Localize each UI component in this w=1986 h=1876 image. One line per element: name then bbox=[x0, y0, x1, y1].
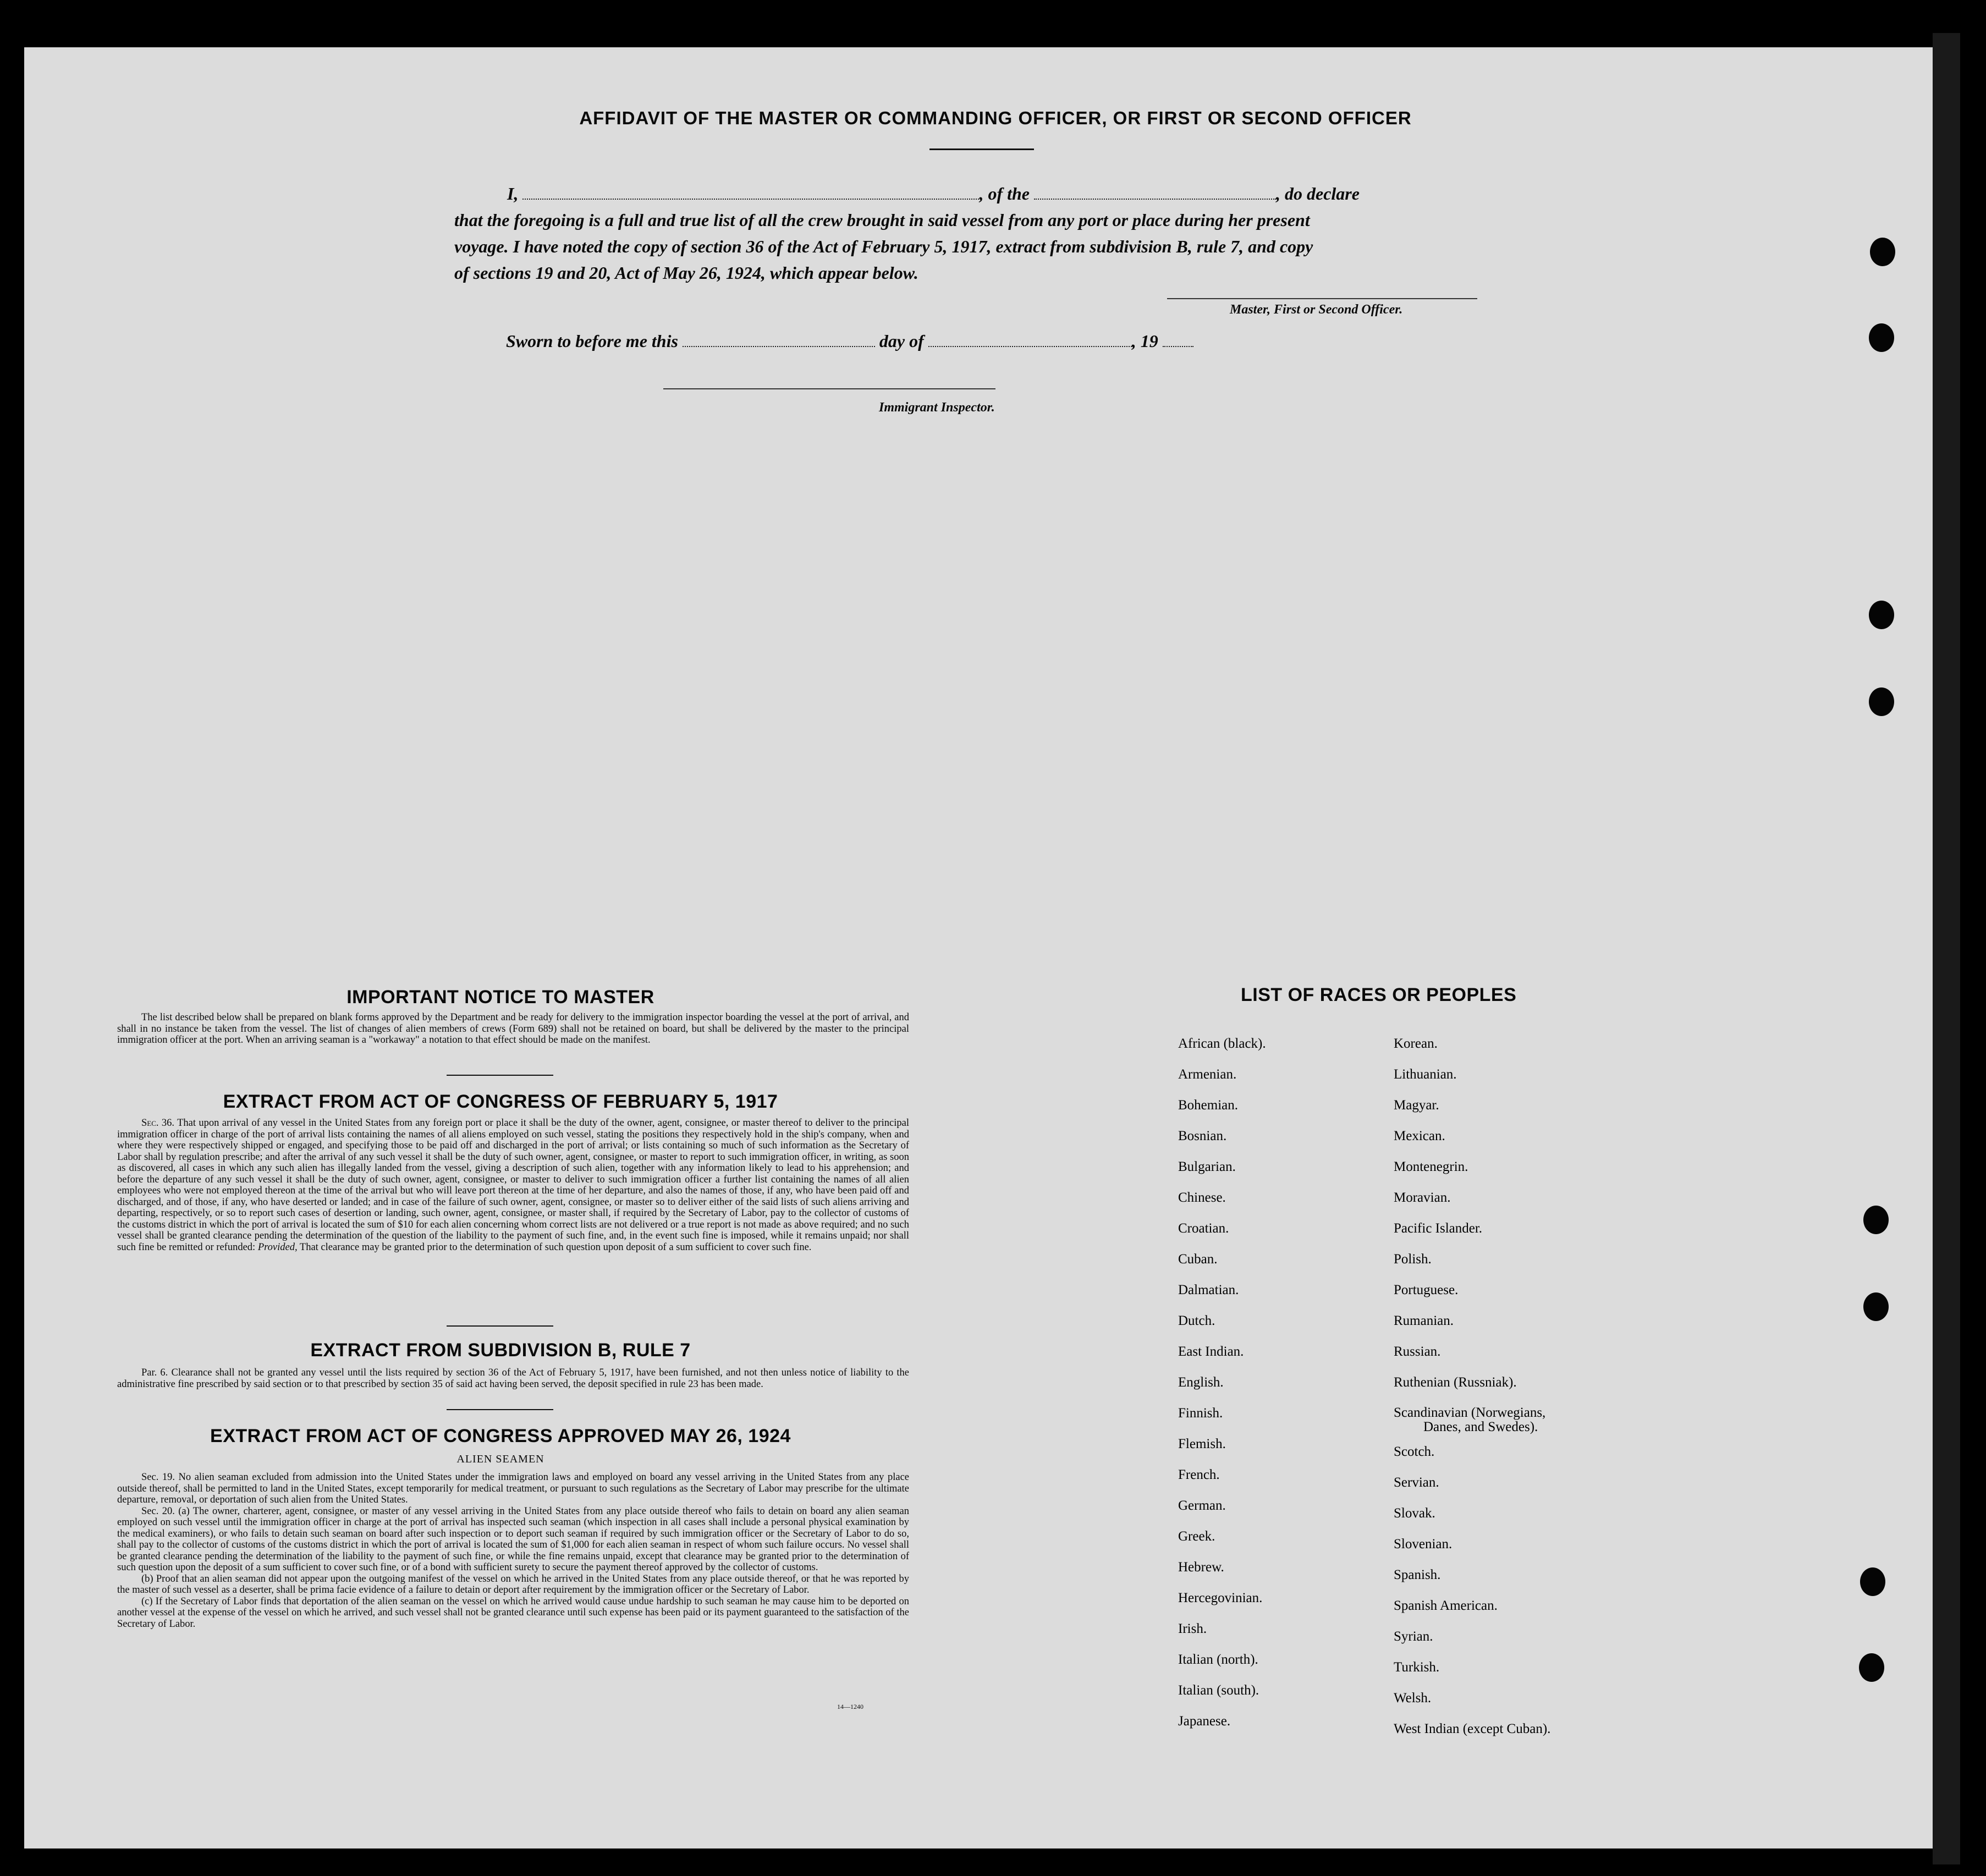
alien-seamen-subtitle: ALIEN SEAMEN bbox=[456, 1453, 544, 1465]
races-title: LIST OF RACES OR PEOPLES bbox=[1241, 984, 1517, 1005]
race-item-scandinavian bbox=[1394, 1398, 1550, 1437]
divider bbox=[447, 1409, 553, 1410]
race-item-line: Danes, and Swedes). bbox=[1423, 1420, 1538, 1434]
extract-1924-body bbox=[117, 1472, 909, 1630]
race-item: Korean. bbox=[1394, 1036, 1438, 1051]
binder-hole bbox=[1869, 687, 1894, 716]
races-column-2 bbox=[1394, 1028, 1550, 1745]
race-item: Slovak. bbox=[1394, 1506, 1435, 1521]
form-number: 14—1240 bbox=[837, 1703, 863, 1710]
sworn-text: Sworn to before me this bbox=[506, 331, 678, 351]
race-item: Dutch. bbox=[1178, 1313, 1215, 1328]
race-item: Moravian. bbox=[1394, 1190, 1451, 1205]
declaration-i: I, bbox=[507, 184, 519, 203]
race-item: Irish. bbox=[1178, 1621, 1207, 1636]
race-item: Hercegovinian. bbox=[1178, 1591, 1263, 1605]
notice-paragraph: The list described below shall be prepared on blank forms approved by the Department and be ready for delivery to the immigration inspector boarding the vessel at the port of arrival, and shall in no instance be taken from the vessel. The list of changes of alien members of crews (Form 689) shall not be retained on board, but shall be delivered by the master to the principal immigration officer at the port. When an arriving seaman is a "workaway" a notation to that effect should be made on the manifest. bbox=[117, 1012, 909, 1046]
race-item: Mexican. bbox=[1394, 1129, 1445, 1143]
binder-hole bbox=[1859, 1653, 1884, 1682]
rule-7-paragraph: Par. 6. Clearance shall not be granted any vessel until the lists required by section 36 of the Act of February 5, 1917, have been furnished, and not then unless notice of liability to the administrative fine prescribed by said section or to that prescribed by section 35 of said act having been served, the deposit specified in rule 23 has been made. bbox=[117, 1367, 909, 1390]
race-item: Greek. bbox=[1178, 1529, 1215, 1544]
section-36-label: Sec. 36. bbox=[141, 1118, 175, 1129]
race-item: Dalmatian. bbox=[1178, 1283, 1239, 1297]
provided-label: Provided, bbox=[257, 1241, 298, 1253]
race-item: Welsh. bbox=[1394, 1691, 1432, 1706]
binder-hole bbox=[1869, 601, 1894, 629]
race-item: Pacific Islander. bbox=[1394, 1221, 1483, 1236]
race-item: Bulgarian. bbox=[1178, 1159, 1236, 1174]
title-divider bbox=[929, 148, 1034, 150]
race-item: East Indian. bbox=[1178, 1344, 1244, 1359]
master-signature-line[interactable] bbox=[1167, 298, 1477, 299]
race-item: Slovenian. bbox=[1394, 1537, 1453, 1552]
binder-hole bbox=[1860, 1567, 1885, 1596]
race-item: Italian (north). bbox=[1178, 1652, 1258, 1667]
race-item: West Indian (except Cuban). bbox=[1394, 1721, 1551, 1736]
section-19-paragraph: Sec. 19. No alien seaman excluded from admission into the United States under the immigration laws and employed on board any vessel arriving in the United States from any place outside thereof, shall be permitted to land in the United States, except temporarily for medical treatment, or pursuant to such regulations as the Secretary of Labor may prescribe for the ultimate departure, removal, or deportation of such alien from the United States. bbox=[117, 1472, 909, 1505]
affidavit-title: AFFIDAVIT OF THE MASTER OR COMMANDING OFFICER, OR FIRST OR SECOND OFFICER bbox=[579, 108, 1412, 128]
race-item: Spanish American. bbox=[1394, 1598, 1498, 1613]
race-item: Hebrew. bbox=[1178, 1560, 1224, 1575]
sworn-day-of: day of bbox=[879, 331, 924, 351]
declaration-of-the: , of the bbox=[979, 184, 1030, 203]
sworn-year-prefix: , 19 bbox=[1131, 331, 1158, 351]
race-item: German. bbox=[1178, 1498, 1226, 1513]
declaration-line-3: voyage. I have noted the copy of section 36 of the Act of February 5, 1917, extract from subdivision B, rule 7, and copy bbox=[454, 236, 1313, 256]
inspector-signature-line[interactable] bbox=[663, 388, 995, 389]
race-item: Chinese. bbox=[1178, 1190, 1226, 1205]
race-item: Magyar. bbox=[1394, 1098, 1439, 1113]
sworn-day-blank[interactable] bbox=[683, 335, 875, 347]
divider bbox=[447, 1325, 553, 1327]
race-item: English. bbox=[1178, 1375, 1224, 1390]
race-item: African (black). bbox=[1178, 1036, 1266, 1051]
affidavit-declaration bbox=[454, 180, 1516, 286]
section-20a-paragraph: Sec. 20. (a) The owner, charterer, agent, consignee, or master of any vessel arriving in the United States from any place outside thereof who fails to detain on board any alien seaman employed on such vessel until the immigration officer in charge at the port of arrival has inspected such seaman (which inspection in all cases shall include a personal physical examination by the medical examiners), or who fails to detain such seaman on board after such inspection or to deport such seaman if required by such immigration officer or the Secretary of Labor to do so, shall pay to the collector of customs of the customs district in which the port of arrival is located the sum of $1,000 for each alien seaman in respect of whom such failure occurs. No vessel shall be granted clearance pending the determination of the liability to the payment of such fine, or while the fine remains unpaid, except that clearance may be granted prior to the determination of such question upon the deposit of a sum sufficient to cover such fine, or of a bond with sufficient surety to secure the payment thereof approved by the collector of customs. bbox=[117, 1505, 909, 1573]
race-item: Russian. bbox=[1394, 1344, 1441, 1359]
master-caption: Master, First or Second Officer. bbox=[1230, 302, 1403, 317]
race-item: Ruthenian (Russniak). bbox=[1394, 1375, 1517, 1390]
divider bbox=[447, 1075, 553, 1076]
race-item-line: Scandinavian (Norwegians, bbox=[1394, 1405, 1546, 1420]
notice-title: IMPORTANT NOTICE TO MASTER bbox=[346, 987, 654, 1008]
binder-hole bbox=[1863, 1292, 1889, 1321]
page-edge-shadow bbox=[1933, 33, 1960, 1864]
race-item: Cuban. bbox=[1178, 1252, 1218, 1267]
extract-1924-title: EXTRACT FROM ACT OF CONGRESS APPROVED MAY 26, 1924 bbox=[210, 1426, 791, 1446]
races-column-1 bbox=[1178, 1028, 1266, 1737]
race-item: Italian (south). bbox=[1178, 1683, 1259, 1698]
name-blank[interactable] bbox=[522, 188, 979, 200]
binder-hole bbox=[1870, 238, 1895, 266]
race-item: Flemish. bbox=[1178, 1437, 1226, 1451]
section-20b-paragraph: (b) Proof that an alien seaman did not appear upon the outgoing manifest of the vessel on which he arrived in the United States from any place outside thereof, or that he was reported by the master of such vessel as a deserter, shall be prima facie evidence of a failure to detain or deport after requirement by the immigration officer or the Secretary of Labor. bbox=[117, 1573, 909, 1596]
extract-1917-body bbox=[117, 1118, 909, 1253]
declaration-line-1 bbox=[454, 180, 1516, 207]
race-item: Polish. bbox=[1394, 1252, 1432, 1267]
race-item: Servian. bbox=[1394, 1475, 1439, 1490]
vessel-blank[interactable] bbox=[1034, 188, 1276, 200]
race-item: French. bbox=[1178, 1467, 1220, 1482]
declaration-line-2: that the foregoing is a full and true list of all the crew brought in said vessel from any port or place during her present bbox=[454, 210, 1310, 230]
sworn-month-blank[interactable] bbox=[928, 335, 1132, 347]
race-item: Finnish. bbox=[1178, 1406, 1223, 1421]
extract-1917-title: EXTRACT FROM ACT OF CONGRESS OF FEBRUARY 5, 1917 bbox=[223, 1091, 778, 1112]
race-item: Bohemian. bbox=[1178, 1098, 1239, 1113]
inspector-caption: Immigrant Inspector. bbox=[879, 400, 995, 415]
notice-body bbox=[117, 1012, 909, 1046]
race-item: Montenegrin. bbox=[1394, 1159, 1468, 1174]
section-36-end: That clearance may be granted prior to the determination of such question upon deposit of a sum sufficient to cover such fine. bbox=[299, 1241, 812, 1253]
race-item: Armenian. bbox=[1178, 1067, 1237, 1082]
rule-7-body bbox=[117, 1367, 909, 1390]
race-item: Scotch. bbox=[1394, 1444, 1435, 1459]
race-item: Portuguese. bbox=[1394, 1283, 1459, 1297]
section-36-paragraph bbox=[117, 1118, 909, 1253]
sworn-line bbox=[506, 328, 1193, 354]
binder-hole bbox=[1869, 323, 1894, 352]
section-36-text: That upon arrival of any vessel in the United States from any foreign port or place it shall be the duty of the owner, agent, consignee, or master thereof to deliver to the principal immigration officer in charge of the port of arrival lists containing the names of all aliens employed on such vessel, stating the positions they respectively hold in the ship's company, when and where they were respectively shipped or engaged, and specifying those to be paid off and discharged in the port of arrival; or lists containing so much of such information as the Secretary of Labor shall by regulation prescribe; and after the arrival of any such vessel it shall be the duty of such owner, agent, consignee, or master to report to such immigration officer, in writing, as soon as discovered, all cases in which any such alien has illegally landed from the vessel, giving a description of such alien, together with any information likely to lead to his apprehension; and before the departure of any such vessel it shall be the duty of such owner, agent, consignee, or master to deliver to such immigration officer a further list containing the names of all alien employees who were not employed thereon at the time of the arrival but who will leave port thereon at the time of her departure, and also the names of those, if any, who have been paid off and discharged, and of those, if any, who have deserted or landed; and in case of the failure of such owner, agent, consignee, or master so to deliver either of the said lists of such aliens arriving and departing, respectively, or so to report such cases of desertion or landing, such owner, agent, consignee, or master shall, if required by the Secretary of Labor, pay to the collector of customs of the customs district in which the port of arrival is located the sum of $10 for each alien concerning whom correct lists are not delivered or a true report is not made as above required; and no such vessel shall be granted clearance pending the determination of the question of the liability to the payment of such fine, and, in the event such fine is imposed, while it remains unpaid; nor shall such fine be remitted or refunded: bbox=[117, 1118, 909, 1253]
race-item: Lithuanian. bbox=[1394, 1067, 1457, 1082]
declaration-do-declare: , do declare bbox=[1276, 184, 1360, 203]
race-item: Japanese. bbox=[1178, 1714, 1231, 1729]
binder-hole bbox=[1863, 1206, 1889, 1234]
sworn-year-blank[interactable] bbox=[1163, 335, 1193, 347]
race-item: Bosnian. bbox=[1178, 1129, 1227, 1143]
section-20c-paragraph: (c) If the Secretary of Labor finds that deportation of the alien seaman on the vessel on which he arrived would cause undue hardship to such seaman he may cause him to be deported on another vessel at the expense of the vessel on which he arrived, and such vessel shall not be granted clearance until such expense has been paid or its payment guaranteed to the satisfaction of the Secretary of Labor. bbox=[117, 1596, 909, 1630]
declaration-line-4: of sections 19 and 20, Act of May 26, 1924, which appear below. bbox=[454, 263, 918, 283]
race-item: Rumanian. bbox=[1394, 1313, 1454, 1328]
race-item: Turkish. bbox=[1394, 1660, 1440, 1675]
rule-7-title: EXTRACT FROM SUBDIVISION B, RULE 7 bbox=[310, 1340, 691, 1361]
race-item: Spanish. bbox=[1394, 1567, 1441, 1582]
race-item: Croatian. bbox=[1178, 1221, 1229, 1236]
race-item: Syrian. bbox=[1394, 1629, 1433, 1644]
